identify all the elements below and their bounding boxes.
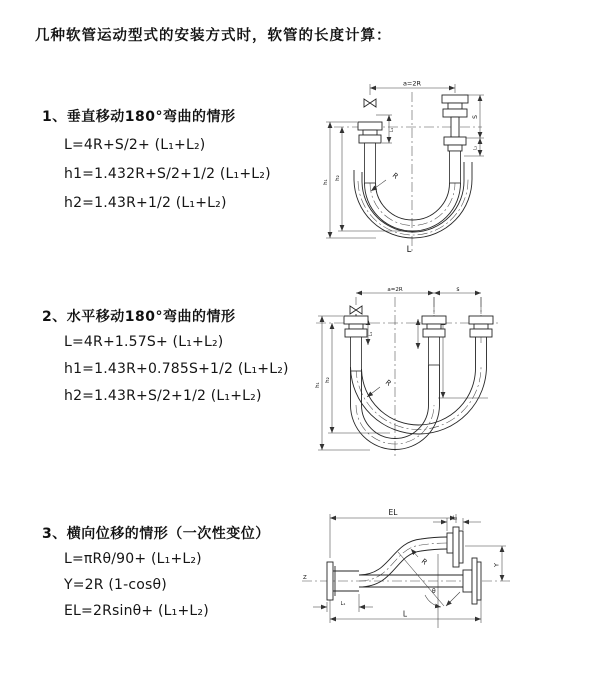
s-curve-hose-displaced-position	[359, 537, 447, 587]
right-union-fitting	[469, 316, 493, 337]
radius-label: R	[390, 171, 400, 181]
formula-h1-2: h1=1.43R+0.785S+1/2 (L₁+L₂)	[64, 361, 289, 377]
section-1-heading: 1、垂直移动180°弯曲的情形	[42, 109, 236, 125]
dim-label-a2r: a=2R	[387, 287, 403, 293]
axis-label: Z	[303, 575, 307, 581]
right-flange-displaced	[447, 527, 463, 567]
radius-label: R	[419, 557, 429, 567]
dim-label-l1: L₁	[390, 127, 395, 133]
formula-Y: Y=2R (1-cosθ)	[64, 577, 167, 593]
formula-h1-1: h1=1.432R+S/2+1/2 (L₁+L₂)	[64, 166, 271, 182]
dimension-lines	[318, 293, 488, 450]
formula-EL: EL=2Rsinθ+ (L₁+L₂)	[64, 603, 209, 619]
braided-hose-section	[429, 337, 440, 365]
hose-and-flanges	[327, 527, 481, 604]
left-union-fitting	[358, 122, 382, 143]
formula-L2: L=4R+1.57S+ (L₁+L₂)	[64, 334, 224, 350]
dim-label-y: Y	[492, 563, 501, 567]
radius-label: R	[383, 378, 393, 388]
right-union-fitting	[442, 95, 468, 151]
dim-label-l2: L₂	[473, 145, 479, 151]
dim-label-el: EL	[388, 508, 398, 517]
diagram-horizontal-180-bend	[310, 283, 600, 463]
dim-label-l1: L₁	[340, 601, 346, 607]
right-flange-original	[463, 558, 481, 604]
dim-label-l2: L₂	[452, 515, 458, 522]
dim-label-h2: h₂	[325, 377, 331, 383]
hose-and-fittings	[344, 306, 493, 450]
diagram-lateral-displacement	[299, 502, 595, 650]
dim-label-a2r: a=2R	[402, 79, 422, 88]
dim-label-s: s	[456, 286, 460, 293]
formula-h2-2: h2=1.43R+S/2+1/2 (L₁+L₂)	[64, 388, 262, 404]
theta-label: θ	[432, 588, 436, 595]
page-title: 几种软管运动型式的安装方式时，软管的长度计算：	[35, 28, 392, 44]
braided-hose-section	[365, 143, 376, 183]
braided-hose-section	[351, 337, 362, 371]
valve-icon	[364, 99, 376, 107]
braided-hose-section	[450, 151, 461, 183]
dim-label-s: S	[472, 115, 479, 119]
dim-label-h2: h₂	[335, 175, 341, 181]
length-label: L	[406, 245, 412, 255]
middle-union-fitting	[422, 316, 446, 337]
section-2-heading: 2、水平移动180°弯曲的情形	[42, 309, 236, 325]
hose-outline	[351, 337, 487, 450]
formula-L1: L=4R+S/2+ (L₁+L₂)	[64, 137, 206, 153]
formula-h2-1: h2=1.43R+1/2 (L₁+L₂)	[64, 195, 227, 211]
formula-L3: L=πRθ/90+ (L₁+L₂)	[64, 551, 202, 567]
diagram-vertical-180-bend	[312, 70, 592, 260]
left-union-fitting	[344, 316, 368, 337]
length-label: L	[402, 609, 408, 619]
dim-label-h1: h₁	[323, 179, 329, 185]
valve-icon	[350, 306, 362, 314]
dim-label-h1: h₁	[315, 382, 321, 388]
section-3-heading: 3、横向位移的情形（一次性变位）	[42, 526, 270, 542]
dim-label-l1: L₁	[369, 331, 374, 337]
